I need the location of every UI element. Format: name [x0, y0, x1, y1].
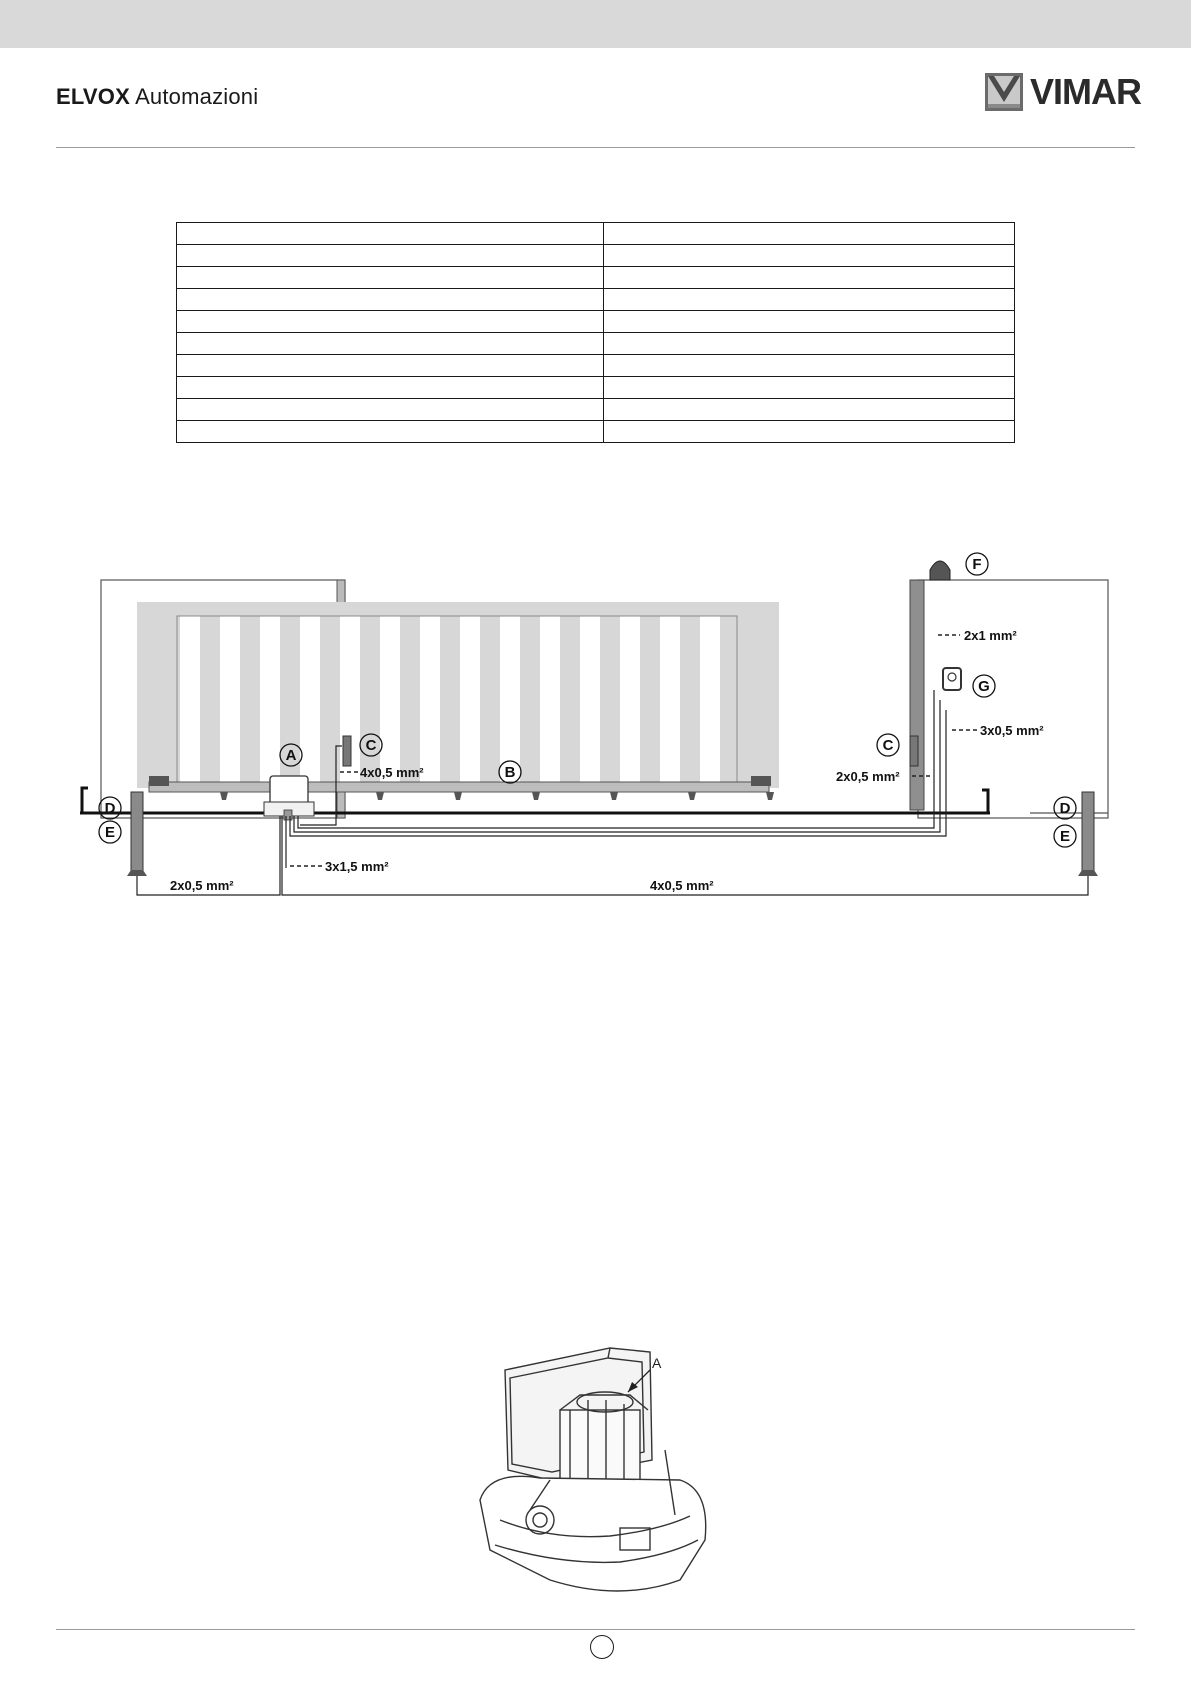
spec-table-cell — [177, 377, 604, 399]
cable-label-power: 3x1,5 mm² — [325, 859, 389, 874]
gate-bar — [620, 616, 640, 784]
motor-label-a: A — [652, 1355, 662, 1371]
motor-figure — [470, 1340, 730, 1610]
spec-table — [176, 222, 1015, 443]
gate-bar — [220, 616, 240, 784]
spec-table-cell — [604, 267, 1015, 289]
gate-bar — [460, 616, 480, 784]
spec-table-cell — [177, 267, 604, 289]
label-d-left: D — [104, 800, 116, 817]
rack-tooth — [766, 792, 774, 800]
spec-table-row — [177, 333, 1015, 355]
footer-divider — [56, 1629, 1135, 1630]
gate-bar — [300, 616, 320, 784]
cable-label-column-right: 4x0,5 mm² — [650, 878, 714, 893]
spec-table-row — [177, 245, 1015, 267]
gate-bar — [700, 616, 720, 784]
rack-tooth — [610, 792, 618, 800]
vimar-logo-icon — [984, 72, 1024, 112]
spec-table-cell — [177, 223, 604, 245]
spec-table-row — [177, 421, 1015, 443]
rack-tooth — [376, 792, 384, 800]
spec-table-cell — [177, 289, 604, 311]
spec-table-row — [177, 223, 1015, 245]
flash-lamp — [930, 561, 950, 580]
spec-table-cell — [604, 421, 1015, 443]
gate-bar — [260, 616, 280, 784]
label-c-right: C — [882, 737, 894, 754]
gate-bar — [660, 616, 680, 784]
spec-table-row — [177, 355, 1015, 377]
rack-tooth — [454, 792, 462, 800]
gate-bar — [580, 616, 600, 784]
label-b: B — [504, 764, 516, 781]
spec-table-cell — [604, 245, 1015, 267]
spec-table-row — [177, 399, 1015, 421]
brand-name — [56, 84, 258, 110]
vimar-logo — [984, 72, 1141, 112]
brand-light: Automazioni — [135, 84, 259, 109]
installation-diagram — [0, 540, 1191, 920]
spec-table-cell — [604, 377, 1015, 399]
photocell-right — [910, 736, 918, 766]
gate-rack — [149, 782, 769, 792]
gate-bar — [500, 616, 520, 784]
spec-table-cell — [177, 421, 604, 443]
cable-label-photocell-right: 2x0,5 mm² — [836, 769, 900, 784]
photocell-left — [343, 736, 351, 766]
spec-table-row — [177, 267, 1015, 289]
label-f: F — [972, 556, 982, 573]
spec-table-row — [177, 311, 1015, 333]
cable-label-key-selector: 3x0,5 mm² — [980, 723, 1044, 738]
spec-table-cell — [177, 333, 604, 355]
spec-table-cell — [604, 289, 1015, 311]
brand-bold: ELVOX — [56, 84, 130, 109]
cable-label-column-left: 2x0,5 mm² — [170, 878, 234, 893]
spec-table-cell — [177, 355, 604, 377]
spec-table-row — [177, 289, 1015, 311]
spec-table-cell — [604, 355, 1015, 377]
spec-table-cell — [604, 333, 1015, 355]
gate-bar — [420, 616, 440, 784]
spec-table-cell — [604, 311, 1015, 333]
spec-table-row — [177, 377, 1015, 399]
gate-bar — [380, 616, 400, 784]
page-number — [590, 1635, 614, 1659]
spec-table-cell — [177, 245, 604, 267]
spec-table-cell — [604, 223, 1015, 245]
spec-table-cell — [604, 399, 1015, 421]
label-e-left: E — [104, 824, 116, 841]
label-e-right: E — [1059, 828, 1071, 845]
key-selector — [943, 668, 961, 690]
rack-tooth — [532, 792, 540, 800]
header-divider — [56, 147, 1135, 148]
label-d-right: D — [1059, 800, 1071, 817]
gear-motor — [264, 776, 314, 820]
spec-table-cell — [177, 399, 604, 421]
logo-text: VIMAR — [1030, 71, 1141, 112]
label-g: G — [978, 678, 990, 695]
label-a: A — [285, 747, 297, 764]
gate-bar — [180, 616, 200, 784]
cable-label-flash: 2x1 mm² — [964, 628, 1017, 643]
label-c-left: C — [365, 737, 377, 754]
spec-table-cell — [177, 311, 604, 333]
top-gray-bar — [0, 0, 1191, 48]
rack-tooth — [688, 792, 696, 800]
gate-bar — [540, 616, 560, 784]
cable-label-photocell-left: 4x0,5 mm² — [360, 765, 424, 780]
